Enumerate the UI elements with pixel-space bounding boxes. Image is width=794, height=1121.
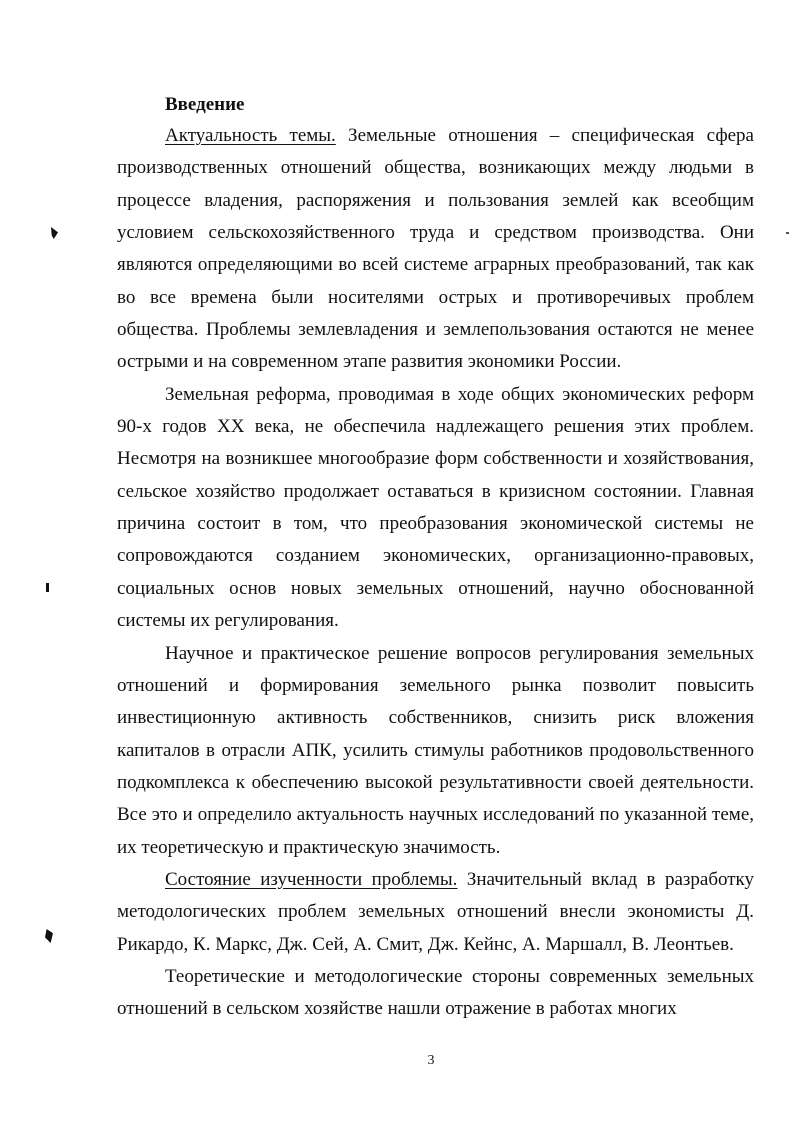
scan-artifact-dot bbox=[786, 232, 789, 234]
paragraph-relevance bbox=[117, 120, 754, 379]
paragraph-practical-solution: Научное и практическое решение вопросов регулирования земельных отношений и формирования земельного рынка позволит повысить инвестиционную активность собственников, снизить риск вложения капиталов в отрасли АПК, усилить стимулы работников продовольственного подкомплекса к обеспечению высокой результативности своей деятельности. Все это и определило актуальность научных исследований по указанной теме, их теоретическую и практическую значимость. bbox=[117, 642, 754, 858]
page-number: 3 bbox=[427, 1053, 435, 1068]
paragraph-land-reform: Земельная реформа, проводимая в ходе общих экономических реформ 90-х годов XX века, не обеспечила надлежащего решения этих проблем. Несмотря на возникшее многообразие форм собственности и хозяйствования, сельское хозяйство продолжает оставаться в кризисном состоянии. Главная причина состоит в том, что преобразования экономической системы не сопровождаются созданием экономических, организационно-правовых, социальных основ новых земельных отношений, научно обоснованной системы их регулирования. bbox=[117, 383, 754, 632]
relevance-lead: Актуальность темы. bbox=[165, 125, 336, 146]
scan-artifact-mark bbox=[45, 929, 53, 943]
state-of-research-text: Значительный вклад в разработку методологических проблем земельных отношений внесли экономисты Д. Рикардо, К. Маркс, Дж. Сей, А. Смит, Дж. Кейнс, А. Маршалл, В. Леонтьев. bbox=[117, 868, 754, 955]
paragraph-theoretical: Теоретические и методологические стороны современных земельных отношений в сельском хозяйстве нашли отражение в работах многих bbox=[117, 965, 754, 1020]
scan-artifact-mark bbox=[51, 227, 58, 239]
section-heading: Введение bbox=[165, 94, 245, 115]
paragraph-state-of-research bbox=[117, 864, 754, 961]
body-text bbox=[117, 120, 754, 1026]
scan-artifact-mark bbox=[46, 583, 49, 592]
relevance-text: Земельные отношения – специфическая сфера производственных отношений общества, возникающих между людьми в процессе владения, распоряжения и пользования землей как всеобщим условием сельскохозяйственного труда и средством производства. Они являются определяющими во всей системе аграрных преобразований, так как во все времена были носителями острых и противоречивых проблем общества. Проблемы землевладения и землепользования остаются не менее острыми и на современном этапе развития экономики России. bbox=[117, 125, 754, 373]
state-of-research-lead: Состояние изученности проблемы. bbox=[165, 868, 458, 890]
